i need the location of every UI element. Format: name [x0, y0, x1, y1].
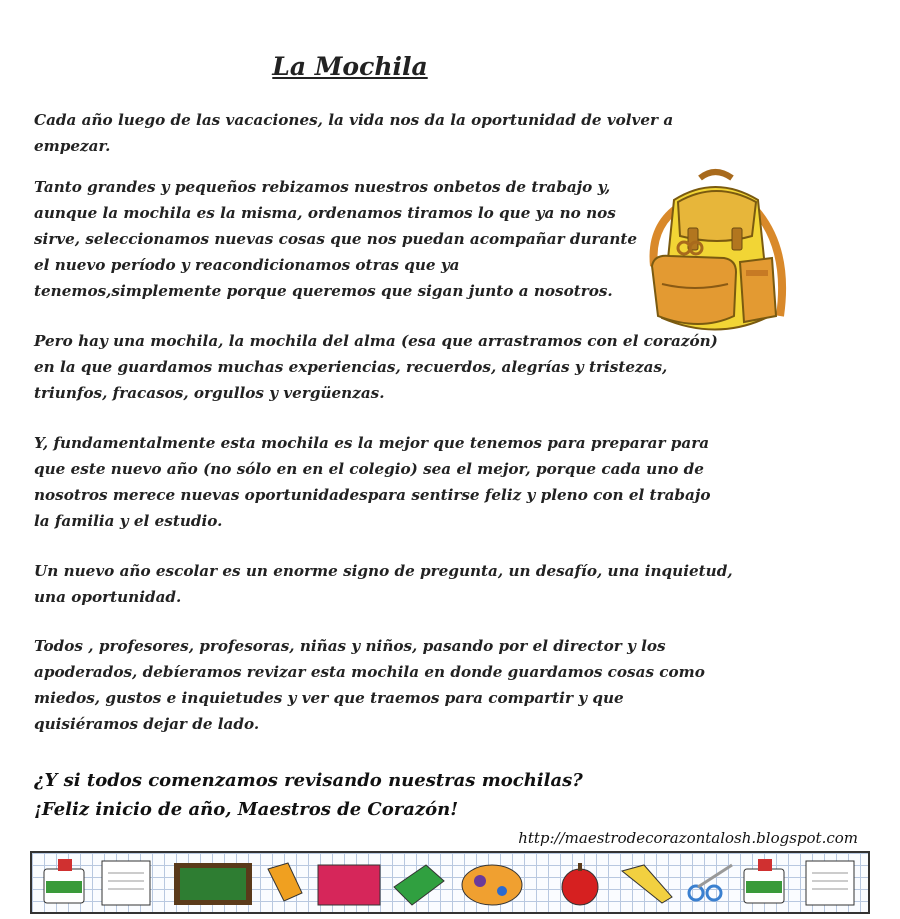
paragraph-2: Tanto grandes y pequeños rebizamos nuestros onbetos de trabajo y, aunque la mochila es la misma, ordenamos tiramos lo que ya no nos sirve, seleccionamos nuevas cosas que nos puedan acompañar durante el nuevo período y reacondicionamos otras que ya tenemos,simplemente porque queremos que sigan junto a nosotros. [34, 178, 638, 300]
closing-greeting: ¡Feliz inicio de año, Maestros de Corazón! [34, 799, 459, 820]
backpack-icon [640, 166, 790, 346]
paragraph-3: Pero hay una mochila, la mochila del alma (esa que arrastramos con el corazón) en la que guardamos muchas experiencias, recuerdos, alegrías y tristezas, triunfos, fracasos, orgullos y vergüenzas. [34, 332, 718, 402]
paragraph-5: Un nuevo año escolar es un enorme signo de pregunta, un desafío, una inquietud, una oportunidad. [34, 562, 733, 606]
school-supplies-border [30, 851, 870, 914]
paragraph-1: Cada año luego de las vacaciones, la vida nos da la oportunidad de volver a empezar. [34, 111, 674, 155]
paragraph-4: Y, fundamentalmente esta mochila es la mejor que tenemos para preparar para que este nuevo año (no sólo en en el colegio) sea el mejor, porque cada uno de nosotros merece nuevas oportunidadespara sentirse feliz y pleno con el trabajo la familia y el estudio. [34, 434, 711, 530]
school-supplies-strip-icon [32, 853, 868, 912]
closing-question: ¿Y si todos comenzamos revisando nuestras mochilas? [34, 770, 583, 791]
page-title: La Mochila [272, 52, 428, 81]
closing-block [34, 766, 583, 824]
blog-url[interactable]: http://maestrodecorazontalosh.blogspot.com [518, 829, 858, 847]
paragraph-6: Todos , profesores, profesoras, niñas y niños, pasando por el director y los apoderados, debíeramos revizar esta mochila en donde guardamos cosas como miedos, gustos e inquietudes y ver que traemos para compartir y que quisiéramos dejar de lado. [34, 637, 705, 733]
